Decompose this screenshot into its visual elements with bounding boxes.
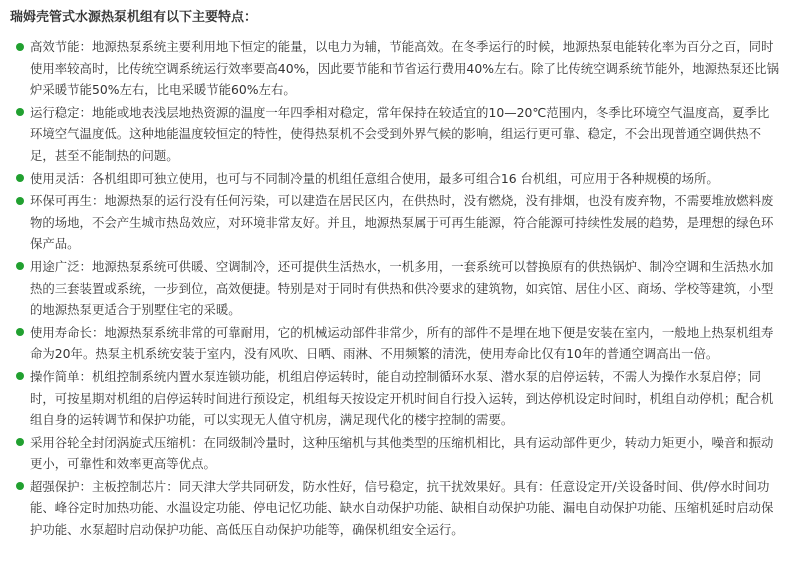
feature-label: 采用谷轮全封闭涡旋式压缩机： <box>30 434 204 450</box>
feature-list <box>10 36 779 541</box>
bullet-dot-icon <box>16 328 24 336</box>
bullet-dot-icon <box>16 438 24 446</box>
feature-text: 在同级制冷量时，这种压缩机与其他类型的压缩机相比，具有运动部件更少，转动力矩更小，噪音和振动更小，可靠性和效率更高等优点。 <box>30 434 774 472</box>
feature-item-long-lifespan <box>10 322 779 365</box>
feature-item-high-efficiency <box>10 36 779 101</box>
feature-item-super-protection <box>10 476 779 541</box>
feature-item-stable-operation <box>10 102 779 167</box>
bullet-dot-icon <box>16 108 24 116</box>
feature-item-wide-application <box>10 256 779 321</box>
feature-label: 使用寿命长： <box>30 324 105 340</box>
feature-label: 高效节能： <box>30 39 92 54</box>
feature-text: 地能或地表浅层地热资源的温度一年四季相对稳定，常年保持在较适宜的10—20℃范围内，冬季比环境空气温度高，夏季比环境空气温度低。这种地能温度较恒定的特性，使得热泵机不会受到外界气候的影响，组运行更可靠、稳定，不会出现普通空调供热不足，甚至不能制热的问题。 <box>30 104 770 163</box>
feature-text: 地源热泵的运行没有任何污染，可以建造在居民区内，在供热时，没有燃烧，没有排烟，也没有废弃物，不需要堆放燃料废物的场地，不会产生城市热岛效应，对环境非常友好。并且，地源热泵属于可再生能源，符合能源可持续性发展的趋势，是理想的绿色环保产品。 <box>30 193 774 252</box>
bullet-dot-icon <box>16 174 24 182</box>
feature-text: 机组控制系统内置水泵连锁功能，机组启停运转时，能自动控制循环水泵、潜水泵的启停运转，不需人为操作水泵启停；同时，可按星期对机组的启停运转时间进行预设定，机组每天按设定开机时间自行投入运转，到达停机设定时间时，机组自动停机；配合机组自身的运转调节和保护功能，可以实现无人值守机房，满足现代化的楼宇控制的需要。 <box>30 368 774 428</box>
page-title: 瑞姆壳管式水源热泵机组有以下主要特点： <box>10 10 258 25</box>
bullet-dot-icon <box>16 197 24 205</box>
feature-label: 操作简单： <box>30 368 92 384</box>
feature-text: 地源热泵系统主要利用地下恒定的能量，以电力为辅，节能高效。在冬季运行的时候，地源热泵电能转化率为百分之百，同时使用率较高时，比传统空调系统运行效率要高40%，因此要节能和节省运行费用40%左右。除了比传统空调系统节能外，地源热泵还比锅炉采暖节能50%左右，比电采暖节能60%左右。 <box>30 39 779 98</box>
feature-item-simple-operation <box>10 366 779 431</box>
feature-text: 主板控制芯片：同天津大学共同研发，防水性好，信号稳定，抗干扰效果好。具有：任意设定开/关设备时间、供/停水时间功能、峰谷定时加热功能、水温设定功能、停电记忆功能、缺水自动保护功能、缺相自动保护功能、漏电自动保护功能、压缩机延时启动保护功能、水泵超时启动保护功能、高低压自动保护功能等，确保机组安全运行。 <box>30 478 774 538</box>
feature-text: 地源热泵系统非常的可靠耐用，它的机械运动部件非常少，所有的部件不是埋在地下便是安装在室内，一般地上热泵机组寿命为20年。热泵主机系统安装于室内，没有风吹、日晒、雨淋、不用频繁的清洗，使用寿命比仅有10年的普通空调高出一倍。 <box>30 324 774 362</box>
bullet-dot-icon <box>16 262 24 270</box>
feature-label: 使用灵活： <box>30 170 92 186</box>
bullet-dot-icon <box>16 482 24 490</box>
feature-label: 运行稳定： <box>30 104 92 120</box>
feature-label: 环保可再生： <box>30 193 105 209</box>
bullet-dot-icon <box>16 372 24 380</box>
feature-label: 用途广泛： <box>30 258 92 274</box>
feature-label: 超强保护： <box>30 478 92 494</box>
bullet-dot-icon <box>16 43 24 51</box>
feature-item-scroll-compressor <box>10 432 779 475</box>
feature-item-eco-renewable <box>10 190 779 255</box>
feature-text: 各机组即可独立使用，也可与不同制冷量的机组任意组合使用，最多可组合16 台机组，可应用于各种规模的场所。 <box>91 170 719 186</box>
feature-item-flexible-use <box>10 168 779 190</box>
feature-text: 地源热泵系统可供暖、空调制冷，还可提供生活热水，一机多用，一套系统可以替换原有的供热锅炉、制冷空调和生活热水加热的三套装置或系统，一步到位，高效便捷。特别是对于同时有供热和供冷要求的建筑物，如宾馆、居住小区、商场、学校等建筑，小型的地源热泵更适合于别墅住宅的采暖。 <box>30 258 774 318</box>
